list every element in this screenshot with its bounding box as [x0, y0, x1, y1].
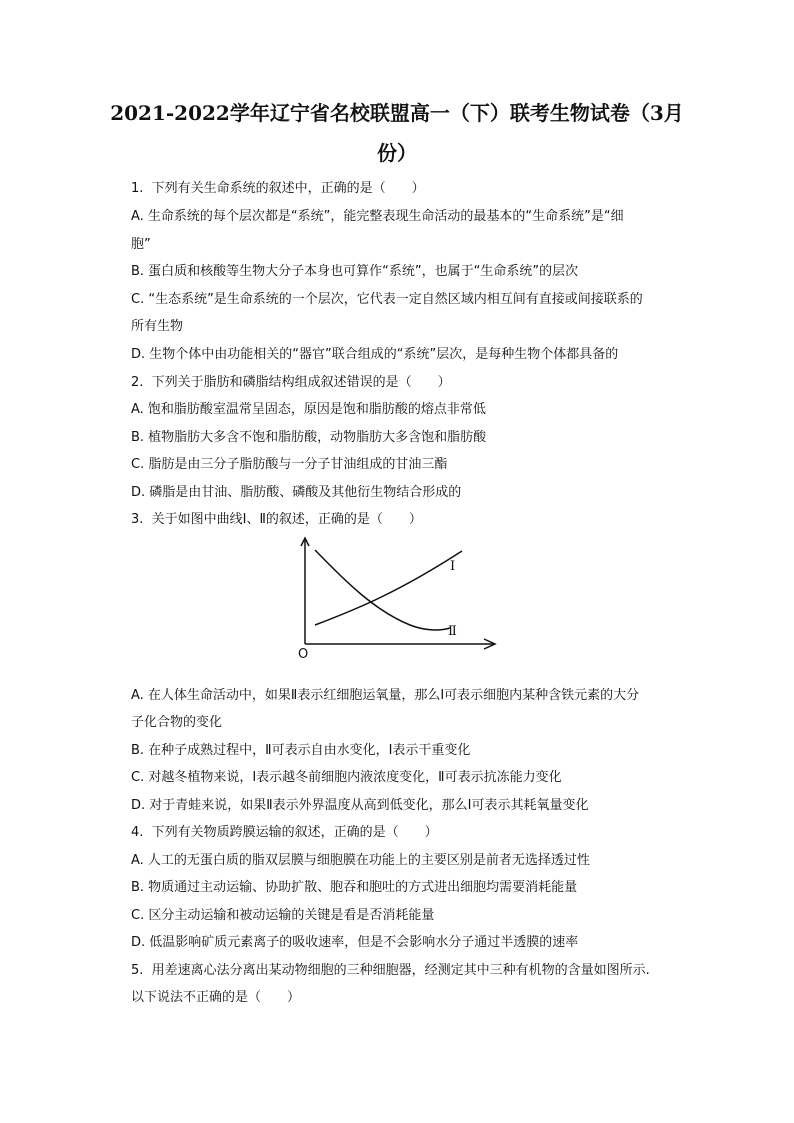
- question-1-option-a-line-2: 胞”: [131, 237, 151, 252]
- question-2-option-c: C. 脂肪是由三分子脂肪酸与一分子甘油组成的甘油三酯: [131, 457, 448, 472]
- question-4-number: 4.: [131, 825, 144, 840]
- question-1-option-c-line-1: C. “生态系统”是生命系统的一个层次，它代表一定自然区域内相互间有直接或间接联系的: [131, 292, 643, 307]
- question-4-option-c: C. 区分主动运输和被动运输的关键是看是否消耗能量: [131, 908, 435, 923]
- question-2-option-d: D. 磷脂是由甘油、脂肪酸、磷酸及其他衍生物结合形成的: [131, 485, 462, 500]
- question-3-option-a-line-2: 子化合物的变化: [131, 715, 223, 730]
- curve-2-label: Ⅱ: [448, 624, 457, 639]
- origin-label: O: [298, 647, 309, 661]
- question-5-text: 用差速离心法分离出某动物细胞的三种细胞器，经测定其中三种有机物的含量如图所示.: [151, 963, 650, 978]
- question-1-stem: [131, 180, 425, 198]
- question-3-number: 3.: [131, 512, 144, 527]
- question-3-option-c: C. 对越冬植物来说，Ⅰ表示越冬前细胞内液浓度变化，Ⅱ可表示抗冻能力变化: [131, 770, 562, 785]
- question-2-stem: [131, 374, 451, 392]
- question-3-text: 关于如图中曲线Ⅰ、Ⅱ的叙述，正确的是（ ）: [151, 512, 422, 527]
- question-5-stem-line-2: 以下说法不正确的是（ ）: [131, 990, 301, 1005]
- question-1-text: 下列有关生命系统的叙述中，正确的是（ ）: [151, 181, 425, 196]
- question-4-option-b: B. 物质通过主动运输、协助扩散、胞吞和胞吐的方式进出细胞均需要消耗能量: [131, 880, 578, 895]
- question-4-option-a: A. 人工的无蛋白质的脂双层膜与细胞膜在功能上的主要区别是前者无选择透过性: [131, 853, 590, 868]
- question-3-option-d: D. 对于青蛙来说，如果Ⅱ表示外界温度从高到低变化，那么Ⅰ可表示其耗氧量变化: [131, 798, 589, 813]
- question-4-option-d: D. 低温影响矿质元素离子的吸收速率，但是不会影响水分子通过半透膜的速率: [131, 935, 579, 950]
- question-5-stem-line-1: [131, 962, 650, 980]
- curve-2: [315, 550, 450, 630]
- curve-1-label: Ⅰ: [450, 559, 456, 574]
- question-3-option-b: B. 在种子成熟过程中，Ⅱ可表示自由水变化，Ⅰ表示干重变化: [131, 743, 471, 758]
- question-3-option-a-line-1: A. 在人体生命活动中，如果Ⅱ表示红细胞运氧量，那么Ⅰ可表示细胞内某种含铁元素的大分: [131, 688, 640, 703]
- exam-title-line-2: 份）: [377, 141, 417, 165]
- question-5-number: 5.: [131, 963, 144, 978]
- question-2-option-a: A. 饱和脂肪酸室温常呈固态，原因是饱和脂肪酸的熔点非常低: [131, 402, 486, 417]
- question-1-option-a-line-1: A. 生命系统的每个层次都是“系统”，能完整表现生命活动的最基本的“生命系统”是“细: [131, 209, 624, 224]
- question-1-option-d: D. 生物个体中由功能相关的“器官”联合组成的“系统”层次，是每种生物个体都具备的: [131, 347, 619, 362]
- question-1-option-c-line-2: 所有生物: [131, 319, 184, 334]
- question-4-text: 下列有关物质跨膜运输的叙述，正确的是（ ）: [151, 825, 438, 840]
- question-1-number: 1.: [131, 181, 144, 196]
- question-1-option-b: B. 蛋白质和核酸等生物大分子本身也可算作“系统”，也属于“生命系统”的层次: [131, 264, 579, 279]
- question-2-option-b: B. 植物脂肪大多含不饱和脂肪酸，动物脂肪大多含饱和脂肪酸: [131, 430, 487, 445]
- question-3-stem: [131, 511, 422, 529]
- question-2-text: 下列关于脂肪和磷脂结构组成叙述错误的是（ ）: [151, 375, 451, 390]
- question-4-stem: [131, 824, 438, 842]
- curve-figure: [290, 536, 505, 661]
- exam-title-line-1: 2021-2022学年辽宁省名校联盟高一（下）联考生物试卷（3月: [110, 101, 684, 125]
- question-2-number: 2.: [131, 375, 144, 390]
